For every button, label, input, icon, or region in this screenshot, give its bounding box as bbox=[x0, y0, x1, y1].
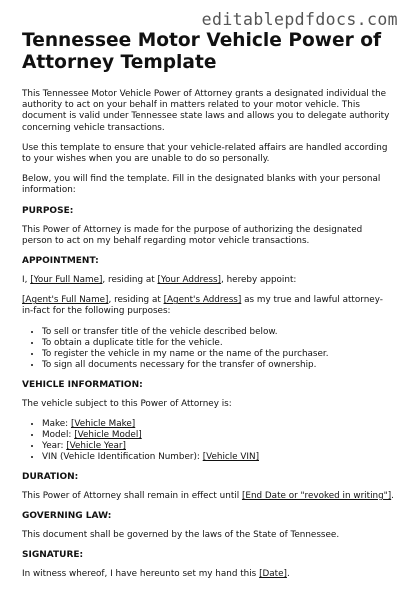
model-blank[interactable]: [Vehicle Model] bbox=[74, 429, 142, 440]
intro-paragraph: This Tennessee Motor Vehicle Power of Attorney grants a designated individual the authority to act on your behalf in matters related to your motor vehicle. This document is valid under Tennessee state laws and allows you to delegate authority concerning vehicle transactions. bbox=[22, 89, 390, 133]
year-label: Year: bbox=[42, 440, 67, 451]
intro-paragraph: Use this template to ensure that your vehicle-related affairs are handled according to your wishes when you are unable to do so personally. bbox=[22, 142, 388, 165]
signature-text bbox=[22, 569, 394, 580]
year-blank[interactable]: [Vehicle Year] bbox=[66, 440, 126, 451]
appointment-principal bbox=[22, 275, 394, 286]
list-item: • To obtain a duplicate title for the vehicle. bbox=[42, 338, 394, 349]
vehicle-heading: VEHICLE INFORMATION: bbox=[22, 379, 143, 390]
vehicle-list bbox=[22, 419, 394, 463]
document-body bbox=[22, 30, 394, 589]
duration-text bbox=[22, 491, 394, 502]
site-watermark: editablepdfdocs.com bbox=[201, 10, 398, 29]
text: . bbox=[391, 490, 394, 501]
appointment-heading: APPOINTMENT: bbox=[22, 256, 99, 267]
intro-paragraph: Below, you will find the template. Fill in the designated blanks with your personal information: bbox=[22, 174, 381, 196]
vin-label: VIN (Vehicle Identification Number): bbox=[42, 451, 203, 462]
make-label: Make: bbox=[42, 418, 71, 429]
model-label: Model: bbox=[42, 429, 75, 440]
list-item bbox=[42, 419, 394, 430]
signature-heading: SIGNATURE: bbox=[22, 550, 84, 561]
list-item: • To sell or transfer title of the vehicle described below. bbox=[42, 327, 394, 338]
appointment-agent bbox=[22, 295, 394, 317]
text: . bbox=[286, 569, 290, 580]
document-title: Tennessee Motor Vehicle Power of Attorney Template bbox=[22, 30, 382, 73]
text: This Power of Attorney shall remain in effect until bbox=[22, 490, 242, 501]
make-blank[interactable]: [Vehicle Make] bbox=[70, 418, 136, 429]
purpose-text: This Power of Attorney is made for the purpose of authorizing the designated person to act on my behalf regarding motor vehicle transactions. bbox=[22, 224, 363, 246]
purpose-heading: PURPOSE: bbox=[22, 205, 74, 216]
list-item bbox=[42, 452, 394, 463]
law-text: This document shall be governed by the laws of the State of Tennessee. bbox=[22, 530, 340, 541]
date-blank[interactable]: [Date] bbox=[259, 569, 287, 580]
list-item bbox=[42, 441, 394, 452]
text: as my true and lawful attorney-in-fact for the following purposes: bbox=[22, 295, 383, 317]
text: In witness whereof, I have hereunto set my hand this bbox=[22, 569, 260, 580]
text: , residing at bbox=[108, 295, 164, 306]
principal-address-blank[interactable]: [Your Address] bbox=[157, 275, 221, 286]
vin-blank[interactable]: [Vehicle VIN] bbox=[202, 451, 259, 462]
list-item: • To register the vehicle in my name or the name of the purchaser. bbox=[42, 349, 394, 360]
agent-name-blank[interactable]: [Agent's Full Name] bbox=[22, 295, 109, 306]
end-date-blank[interactable]: [End Date or "revoked in writing"] bbox=[241, 490, 392, 501]
purposes-list bbox=[22, 327, 394, 371]
law-heading: GOVERNING LAW: bbox=[22, 511, 112, 522]
list-item bbox=[42, 430, 394, 441]
duration-heading: DURATION: bbox=[22, 471, 79, 482]
text: I, bbox=[22, 275, 31, 286]
text: , residing at bbox=[102, 275, 158, 286]
agent-address-blank[interactable]: [Agent's Address] bbox=[163, 295, 242, 306]
list-item: • To sign all documents necessary for the transfer of ownership. bbox=[42, 360, 394, 371]
vehicle-intro: The vehicle subject to this Power of Attorney is: bbox=[22, 398, 232, 409]
text: , hereby appoint: bbox=[220, 275, 297, 286]
principal-name-blank[interactable]: [Your Full Name] bbox=[30, 275, 103, 286]
